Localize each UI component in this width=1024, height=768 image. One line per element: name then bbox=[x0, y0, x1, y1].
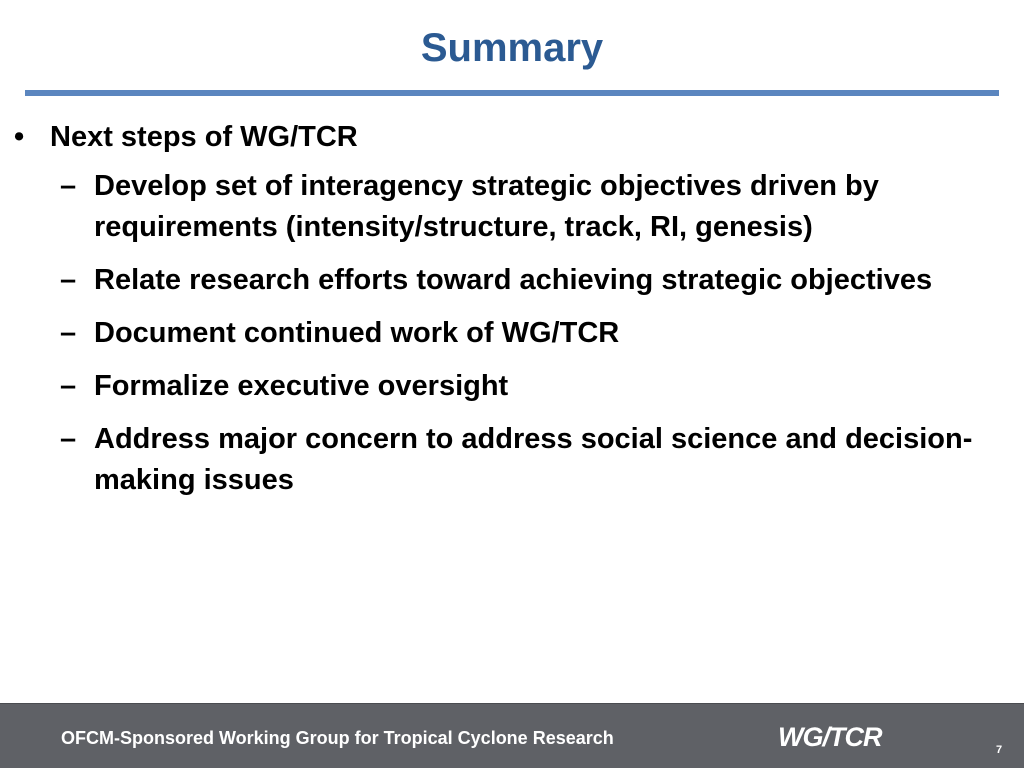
slide-title: Summary bbox=[420, 26, 604, 70]
sub-bullet-text: Formalize executive oversight bbox=[94, 370, 509, 402]
dash-marker: – bbox=[60, 423, 77, 455]
dash-marker: – bbox=[60, 170, 77, 202]
sub-bullet-list bbox=[0, 166, 1024, 501]
page-number: 7 bbox=[996, 744, 1003, 756]
dash-marker: – bbox=[60, 264, 77, 296]
sub-bullet-text: Address major concern to address social science and decision-making issues bbox=[94, 423, 973, 496]
footer-bar bbox=[0, 703, 1024, 768]
dash-marker: – bbox=[60, 370, 77, 402]
bullet-text: Next steps of WG/TCR bbox=[50, 121, 358, 153]
footer-text: OFCM-Sponsored Working Group for Tropical Cyclone Research bbox=[61, 728, 614, 748]
sub-bullet-item bbox=[0, 166, 1024, 248]
dash-marker: – bbox=[60, 317, 77, 349]
sub-bullet-text: Document continued work of WG/TCR bbox=[94, 317, 620, 349]
title-underline bbox=[25, 90, 999, 96]
bullet-marker: • bbox=[14, 121, 25, 153]
sub-bullet-text: Relate research efforts toward achieving strategic objectives bbox=[94, 264, 933, 296]
sub-bullet-item bbox=[0, 419, 1024, 501]
bullet-item bbox=[0, 114, 1024, 160]
sub-bullet-item bbox=[0, 313, 1024, 354]
sub-bullet-item bbox=[0, 366, 1024, 407]
footer-logo: WG/TCR bbox=[778, 722, 882, 752]
sub-bullet-item bbox=[0, 260, 1024, 301]
sub-bullet-text: Develop set of interagency strategic objectives driven by requirements (intensity/structure, track, RI, genesis) bbox=[94, 170, 879, 243]
slide-content bbox=[0, 114, 1024, 501]
